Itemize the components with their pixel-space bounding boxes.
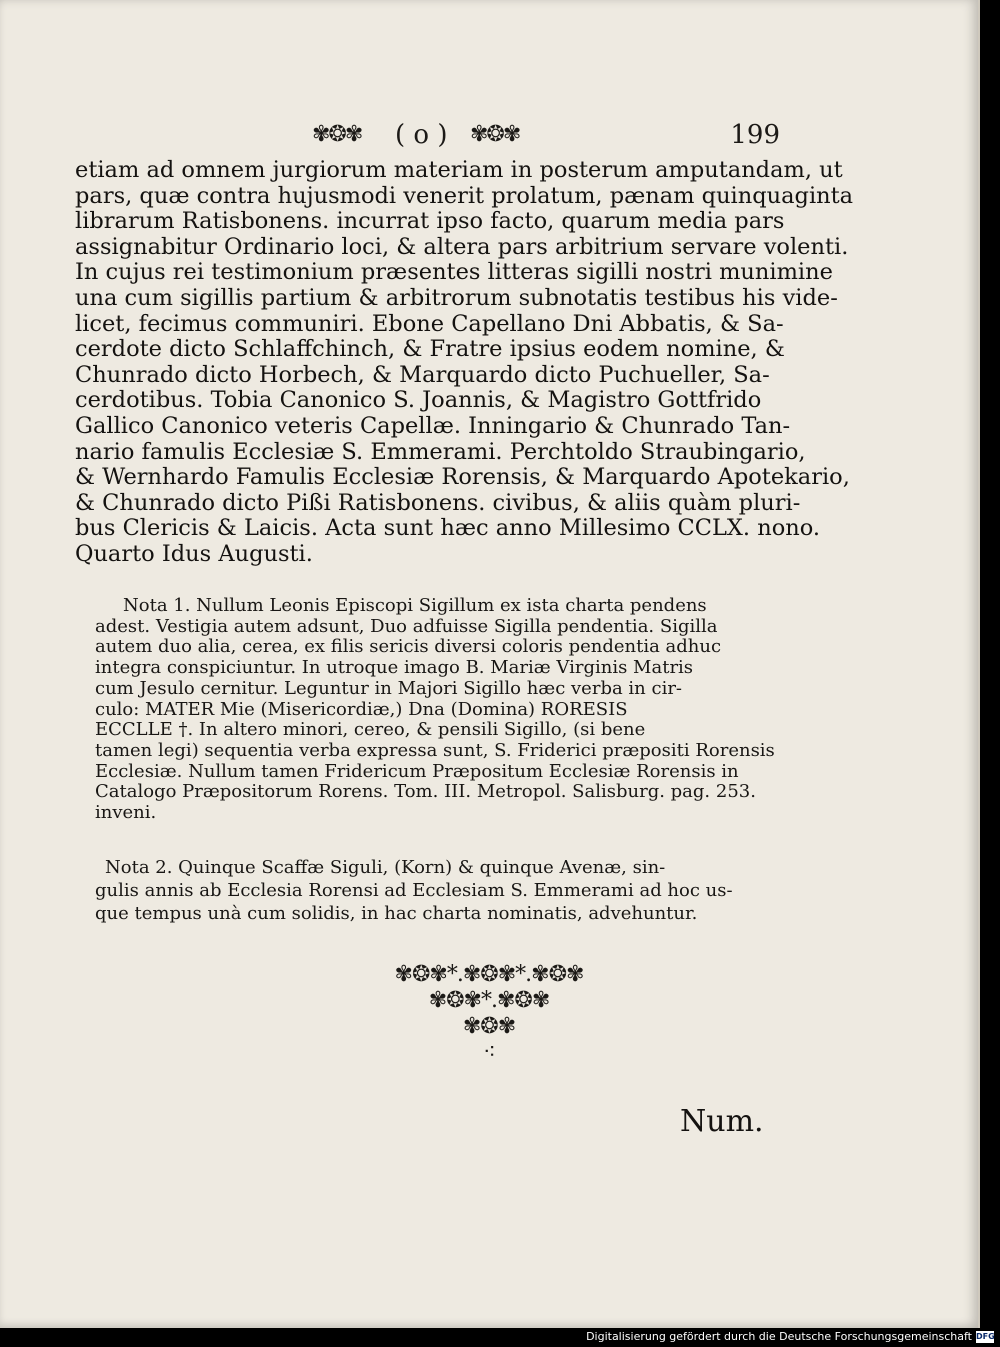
text-line: pars, quæ contra hujusmodi venerit prolatum, pænam quinquaginta — [75, 182, 854, 209]
note-line: Ecclesiæ. Nullum tamen Fridericum Præpositum Ecclesiæ Rorensis in — [95, 760, 739, 782]
text-line: cerdote dicto Schlaffchinch, & Fratre ipsius eodem nomine, & — [75, 336, 785, 363]
text-line: In cujus rei testimonium præsentes litteras sigilli nostri munimine — [75, 259, 833, 286]
header-ornament-left: ✾❂✾ — [312, 122, 362, 147]
digitization-footer — [0, 1328, 1000, 1347]
text-line: librarum Ratisbonens. incurrat ipso facto, quarum media pars — [75, 208, 785, 235]
note-line: gulis annis ab Ecclesia Rorensi ad Ecclesiam S. Emmerami ad hoc us- — [95, 880, 733, 901]
note-line: adest. Vestigia autem adsunt, Duo adfuisse Sigilla pendentia. Sigilla — [95, 615, 718, 637]
text-line: assignabitur Ordinario loci, & altera pars arbitrium servare volenti. — [75, 233, 849, 260]
catchword: Num. — [680, 1104, 764, 1139]
note-line: Nota 1. Nullum Leonis Episcopi Sigillum ex ista charta pendens — [123, 595, 707, 616]
page-number: 199 — [730, 120, 780, 150]
text-line: licet, fecimus communiri. Ebone Capellano Dni Abbatis, & Sa- — [75, 310, 784, 337]
ornament-row: ✾❂✾ — [462, 1014, 516, 1039]
text-line: bus Clericis & Laicis. Acta sunt hæc anno Millesimo CCLX. nono. — [75, 515, 821, 542]
text-line: & Chunrado dicto Pißi Ratisbonens. civibus, & aliis quàm pluri- — [75, 489, 801, 516]
dfg-logo-icon: DFG — [976, 1332, 995, 1341]
text-line: Gallico Canonico veteris Capellæ. Inningario & Chunrado Tan- — [75, 412, 791, 439]
text-line: una cum sigillis partium & arbitrorum subnotatis testibus his vide- — [75, 284, 838, 311]
note-line: tamen legi) sequentia verba expressa sunt, S. Friderici præpositi Rorensis — [95, 739, 775, 761]
tailpiece-ornament — [0, 962, 978, 1066]
note-line: que tempus unà cum solidis, in hac charta nominatis, advehuntur. — [95, 903, 698, 924]
note-1 — [95, 596, 775, 824]
text-line: cerdotibus. Tobia Canonico S. Joannis, & Magistro Gottfrido — [75, 387, 762, 414]
note-2 — [95, 856, 775, 925]
ornament-row: ✾❂✾*.✾❂✾ — [428, 988, 550, 1013]
text-line: Quarto Idus Augusti. — [75, 540, 313, 567]
funding-credit: Digitalisierung gefördert durch die Deutsche Forschungsgemeinschaft — [586, 1330, 972, 1343]
running-header — [0, 120, 978, 160]
note-line: cum Jesulo cernitur. Leguntur in Majori Sigillo hæc verba in cir- — [95, 677, 683, 699]
note-line: culo: MATER Mie (Misericordiæ,) Dna (Domina) RORESIS — [95, 698, 628, 720]
note-line: integra conspiciuntur. In utroque imago B. Mariæ Virginis Matris — [95, 657, 694, 679]
charter-text — [75, 157, 854, 568]
header-center-mark: ( o ) — [395, 120, 448, 150]
text-line: nario famulis Ecclesiæ S. Emmerami. Perchtoldo Straubingario, — [75, 438, 806, 465]
note-line: ECCLLE †. In altero minori, cereo, & pensili Sigillo, (si bene — [95, 719, 646, 741]
text-line: & Wernhardo Famulis Ecclesiæ Rorensis, & Marquardo Apotekario, — [75, 464, 850, 491]
ornament-row: ✾❂✾*.✾❂✾*.✾❂✾ — [394, 962, 584, 987]
text-line: Chunrado dicto Horbech, & Marquardo dicto Puchueller, Sa- — [75, 361, 770, 388]
note-line: Catalogo Præpositorum Rorens. Tom. III. Metropol. Salisburg. pag. 253. — [95, 781, 756, 803]
note-line: Nota 2. Quinque Scaffæ Siguli, (Korn) & quinque Avenæ, sin- — [105, 857, 666, 878]
note-line: inveni. — [95, 802, 157, 824]
ornament-row: ⁖ — [483, 1040, 495, 1065]
note-line: autem duo alia, cerea, ex filis sericis diversi coloris pendentia adhuc — [95, 636, 722, 658]
text-line: etiam ad omnem jurgiorum materiam in posterum amputandam, ut — [75, 157, 843, 183]
header-ornament-right: ✾❂✾ — [470, 122, 520, 147]
